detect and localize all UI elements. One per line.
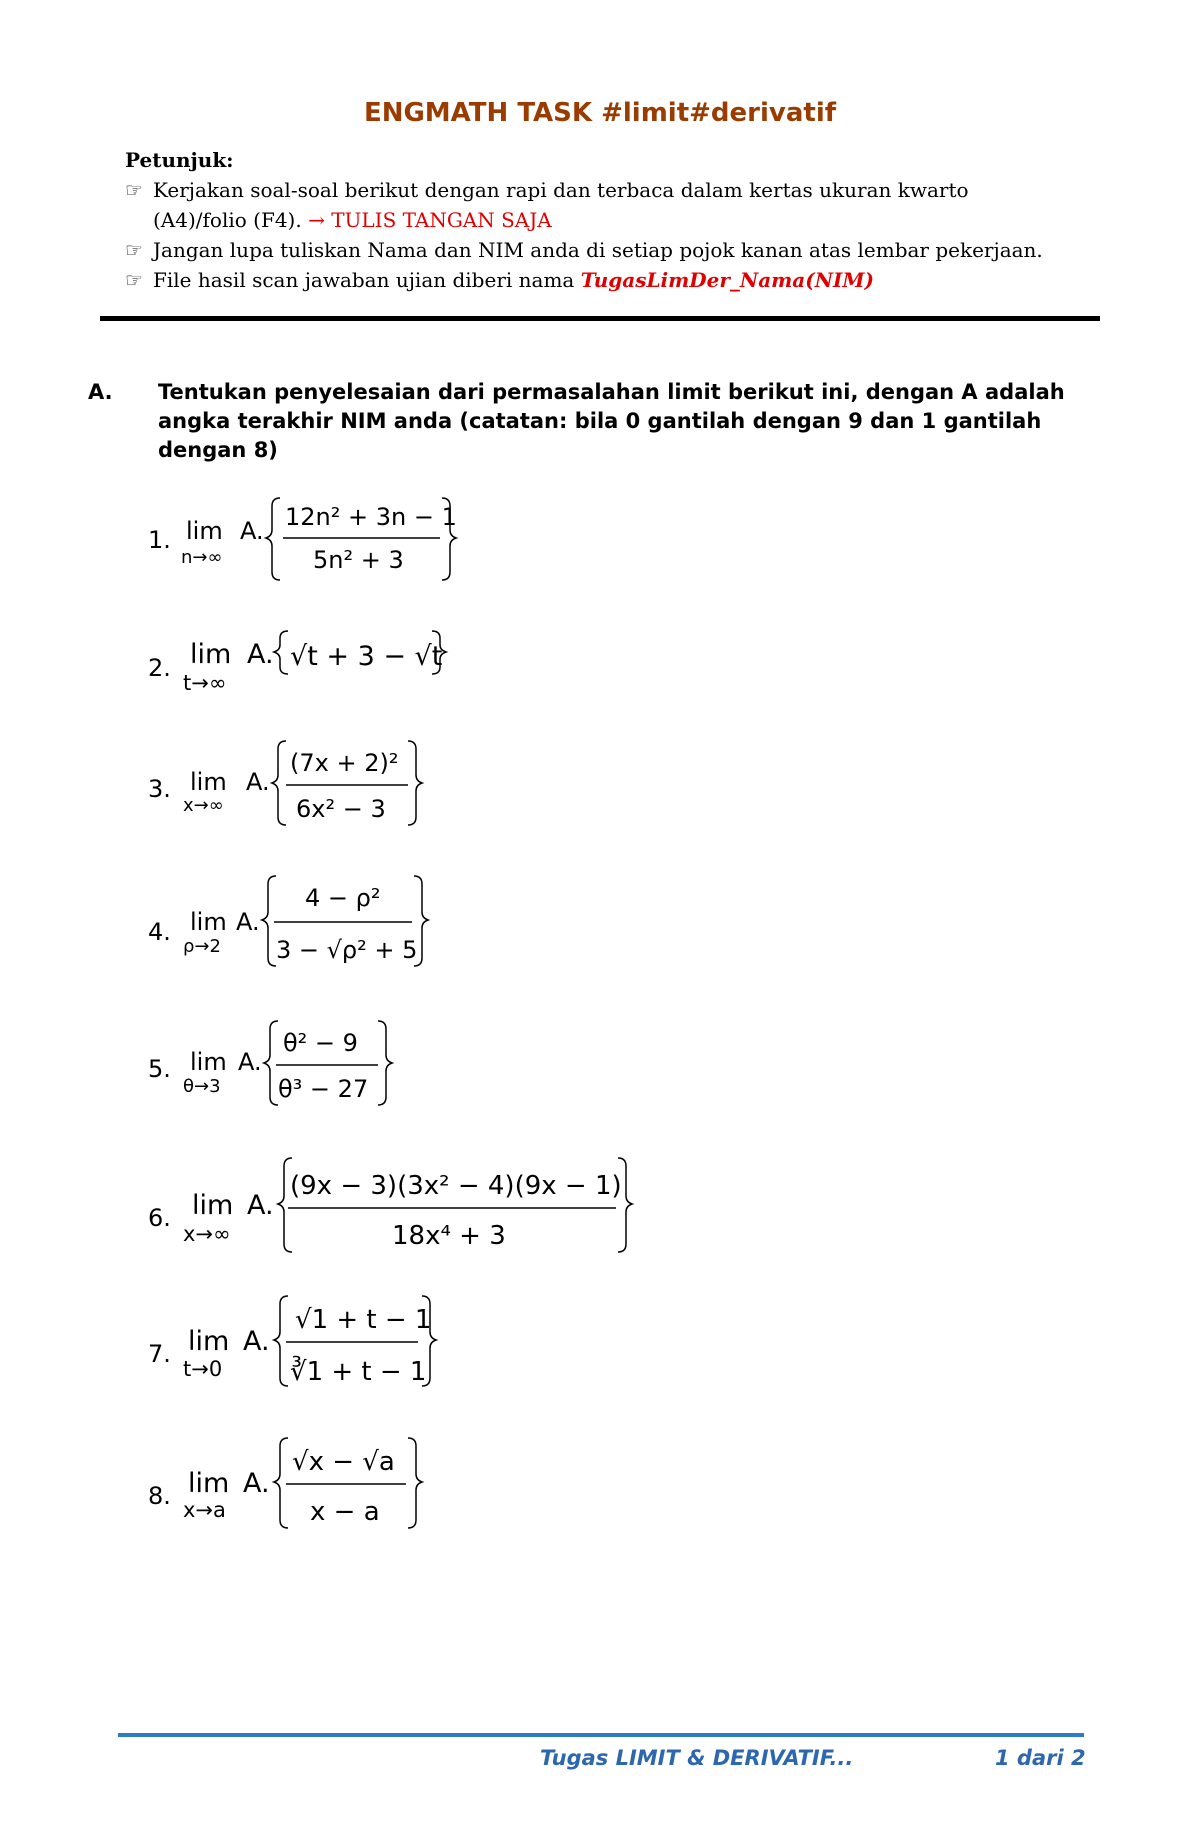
section-a — [88, 378, 1083, 465]
left-brace — [272, 741, 286, 825]
numerator: θ² − 9 — [283, 1029, 358, 1057]
numerator: (9x − 3)(3x² − 4)(9x − 1) — [290, 1171, 622, 1201]
coefficient: A. — [236, 908, 260, 936]
denominator: 6x² − 3 — [296, 795, 386, 823]
lim-subscript: t→∞ — [183, 671, 227, 695]
problem-6 — [140, 1152, 660, 1262]
page-number: 1 dari 2 — [995, 1746, 1086, 1770]
lim-subscript: t→0 — [183, 1357, 223, 1381]
lim-subscript: x→a — [183, 1498, 226, 1522]
denominator: 3 − √ρ² + 5 — [276, 936, 418, 964]
instruction-2-text: Jangan lupa tuliskan Nama dan NIM anda di setiap pojok kanan atas lembar pekerjaan. — [153, 238, 1043, 262]
numerator: 12n² + 3n − 1 — [285, 503, 457, 531]
lim-label: lim — [190, 1048, 227, 1076]
left-brace — [274, 1296, 288, 1386]
problem-1 — [140, 490, 480, 590]
numerator: 4 − ρ² — [305, 884, 381, 912]
instruction-1b — [153, 208, 552, 232]
lim-subscript: x→∞ — [183, 795, 224, 816]
problem-2 — [140, 625, 480, 705]
lim-label: lim — [188, 1468, 230, 1499]
instruction-1 — [125, 178, 969, 202]
page-title: ENGMATH TASK #limit#derivatif — [363, 98, 837, 128]
section-line-3: dengan 8) — [158, 438, 278, 462]
denominator: x − a — [310, 1497, 380, 1527]
problem-5 — [140, 1015, 460, 1115]
instruction-3-text: File hasil scan jawaban ujian diberi nama — [153, 268, 575, 292]
lim-subscript: ρ→2 — [183, 936, 221, 957]
lim-subscript: x→∞ — [183, 1222, 231, 1246]
problem-8 — [140, 1432, 460, 1542]
right-brace — [378, 1021, 392, 1105]
pointing-hand-icon: ☞ — [125, 238, 143, 262]
problem-7 — [140, 1290, 460, 1400]
denominator: 18x⁴ + 3 — [392, 1221, 506, 1251]
footer-title: Tugas LIMIT & DERIVATIF... — [540, 1746, 854, 1770]
right-brace — [408, 741, 422, 825]
problem-number: 6. — [148, 1204, 171, 1232]
left-brace — [262, 876, 276, 966]
lim-label: lim — [190, 639, 232, 670]
handwrite-note: TULIS TANGAN SAJA — [331, 208, 552, 232]
numerator: √1 + t − 1 — [295, 1305, 432, 1335]
footer-divider — [118, 1733, 1084, 1737]
problem-4 — [140, 870, 460, 980]
instruction-1b-text: (A4)/folio (F4). — [153, 208, 302, 232]
lim-label: lim — [186, 517, 223, 545]
problem-number: 8. — [148, 1482, 171, 1510]
pointing-hand-icon: ☞ — [125, 178, 143, 202]
left-brace — [274, 631, 288, 674]
problem-3 — [140, 735, 460, 835]
coefficient: A. — [246, 768, 270, 796]
lim-subscript: θ→3 — [183, 1076, 221, 1097]
header-divider — [100, 316, 1100, 321]
right-brace — [408, 1438, 422, 1528]
instruction-2 — [125, 238, 1043, 262]
instructions-heading: Petunjuk: — [125, 148, 234, 172]
denominator: ∛1 + t − 1 — [290, 1357, 427, 1387]
expression: √t + 3 − √t — [290, 641, 443, 672]
left-brace — [264, 1021, 278, 1105]
lim-label: lim — [192, 1190, 234, 1221]
coefficient: A. — [247, 639, 274, 670]
coefficient: A. — [240, 517, 264, 545]
problem-number: 1. — [148, 526, 171, 554]
problem-number: 7. — [148, 1340, 171, 1368]
coefficient: A. — [243, 1468, 270, 1499]
coefficient: A. — [247, 1190, 274, 1221]
problem-number: 3. — [148, 775, 171, 803]
problem-number: 5. — [148, 1055, 171, 1083]
left-brace — [266, 498, 280, 580]
problem-number: 2. — [148, 654, 171, 682]
lim-label: lim — [190, 908, 227, 936]
filename-format: TugasLimDer_Nama(NIM) — [580, 268, 874, 292]
lim-label: lim — [190, 768, 227, 796]
section-line-1: Tentukan penyelesaian dari permasalahan limit berikut ini, dengan A adalah — [158, 380, 1065, 404]
instruction-3 — [125, 268, 874, 292]
numerator: (7x + 2)² — [290, 749, 399, 777]
lim-subscript: n→∞ — [181, 547, 223, 568]
denominator: 5n² + 3 — [313, 546, 404, 574]
denominator: θ³ − 27 — [278, 1075, 369, 1103]
lim-label: lim — [188, 1326, 230, 1357]
problem-number: 4. — [148, 918, 171, 946]
coefficient: A. — [238, 1048, 262, 1076]
section-label: A. — [88, 380, 113, 404]
numerator: √x − √a — [292, 1447, 395, 1477]
left-brace — [274, 1438, 288, 1528]
arrow-icon: → — [308, 208, 325, 232]
pointing-hand-icon: ☞ — [125, 268, 143, 292]
coefficient: A. — [243, 1326, 270, 1357]
instruction-1-text: Kerjakan soal-soal berikut dengan rapi dan terbaca dalam kertas ukuran kwarto — [153, 178, 969, 202]
section-line-2: angka terakhir NIM anda (catatan: bila 0 gantilah dengan 9 dan 1 gantilah — [158, 409, 1042, 433]
